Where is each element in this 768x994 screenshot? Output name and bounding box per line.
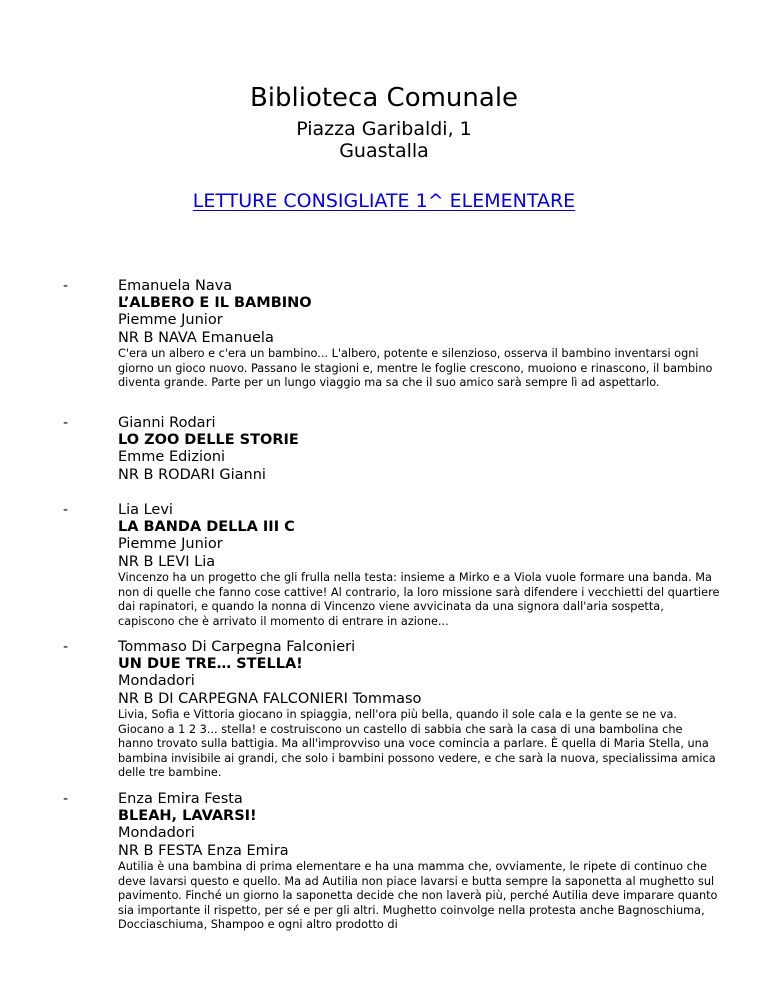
book-publisher: Emme Edizioni	[118, 449, 226, 466]
book-meta	[118, 415, 718, 484]
list-bullet: -	[63, 415, 69, 431]
reading-list-title[interactable]	[0, 189, 768, 213]
book-meta	[118, 791, 718, 860]
book-publisher: Piemme Junior	[118, 536, 223, 553]
book-publisher: Mondadori	[118, 673, 195, 690]
list-bullet: -	[63, 791, 69, 807]
book-shelfmark: NR B RODARI Gianni	[118, 466, 266, 483]
book-publisher: Piemme Junior	[118, 312, 223, 329]
book-description: Livia, Sofia e Vittoria giocano in spiaggia, nell'ora più bella, quando il sole cala e la gente se ne va. Giocano a 1 2 3... stella! e costruiscono un castello di sabbia che sarà la casa di una bambolina che hanno trovato sulla battigia. Ma all'improvviso una voce comincia a parlare. È quella di Maria Stella, una bambina invisibile ai grandi, che solo i bambini possono vedere, e che sarà la nuova, specialissima amica delle tre bambine.	[118, 708, 716, 779]
book-author: Gianni Rodari	[118, 415, 216, 431]
book-shelfmark: NR B LEVI Lia	[118, 553, 216, 570]
book-title: L’ALBERO E IL BAMBINO	[118, 295, 312, 312]
list-bullet: -	[63, 278, 69, 294]
book-title: LA BANDA DELLA III C	[118, 519, 295, 536]
book-shelfmark: NR B DI CARPEGNA FALCONIERI Tommaso	[118, 690, 422, 707]
list-bullet: -	[63, 639, 69, 655]
book-publisher: Mondadori	[118, 825, 195, 842]
book-shelfmark: NR B NAVA Emanuela	[118, 329, 274, 346]
book-title: UN DUE TRE… STELLA!	[118, 656, 303, 673]
book-meta	[118, 278, 718, 347]
library-address: Piazza Garibaldi, 1	[296, 118, 472, 140]
book-meta	[118, 639, 718, 708]
book-title: LO ZOO DELLE STORIE	[118, 432, 299, 449]
book-description: Vincenzo ha un progetto che gli frulla nella testa: insieme a Mirko e a Viola vuole formare una banda. Ma non di quelle che fanno cose cattive! Al contrario, la loro missione sarà difendere i vecchietti del quartiere dai rapinatori, e quando la nonna di Vincenzo viene avvicinata da una signora dall'aria sospetta, capiscono che è arrivato il momento di entrare in azione...	[118, 571, 720, 628]
book-author: Lia Levi	[118, 502, 173, 518]
book-description: C'era un albero e c'era un bambino... L'albero, potente e silenzioso, osserva il bambino inventarsi ogni giorno un gioco nuovo. Passano le stagioni e, mentre le foglie crescono, muoiono e rinascono, il bambino diventa grande. Parte per un lungo viaggio ma sa che il suo amico sarà sempre lì ad aspettarlo.	[118, 347, 713, 389]
book-author: Enza Emira Festa	[118, 791, 243, 807]
book-author: Tommaso Di Carpegna Falconieri	[118, 639, 356, 655]
book-description: Autilia è una bambina di prima elementare e ha una mamma che, ovviamente, le ripete di continuo che deve lavarsi questo e quello. Ma ad Autilia non piace lavarsi e butta sempre la saponetta al mughetto sul pavimento. Finché un giorno la saponetta decide che non laverà più, perché Autilia deve imparare quanto sia importante il rispetto, per sé e per gli altri. Mughetto coinvolge nella protesta anche Bagnoschiuma, Docciaschiuma, Shampoo e ogni altro prodotto di	[118, 860, 718, 931]
book-meta	[118, 502, 718, 571]
book-title: BLEAH, LAVARSI!	[118, 808, 257, 825]
library-name: Biblioteca Comunale	[249, 83, 519, 113]
reading-list-title-link[interactable]: LETTURE CONSIGLIATE 1^ ELEMENTARE	[192, 190, 576, 212]
list-bullet: -	[63, 502, 69, 518]
book-shelfmark: NR B FESTA Enza Emira	[118, 842, 289, 859]
book-author: Emanuela Nava	[118, 278, 233, 294]
library-city: Guastalla	[339, 140, 429, 162]
